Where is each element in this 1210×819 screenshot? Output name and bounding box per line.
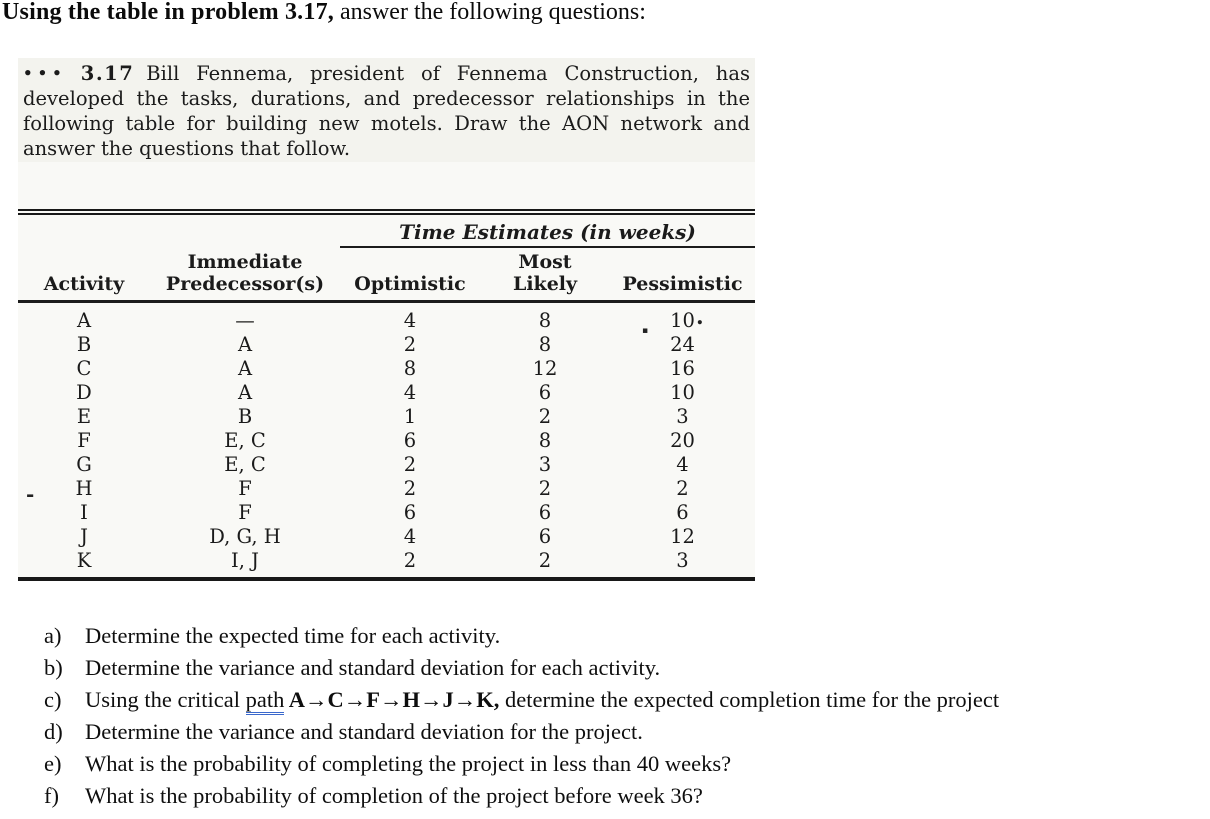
- cell-optimistic: 4: [403, 525, 417, 548]
- cell-most-likely: 6: [538, 525, 552, 548]
- scanned-problem-region: [18, 58, 755, 579]
- cell-optimistic: 6: [403, 429, 417, 452]
- question-text: Determine the variance and standard deviation for each activity.: [85, 655, 661, 680]
- scan-speck-square: ▪: [642, 326, 649, 336]
- cell-pessimistic: 3: [676, 405, 689, 428]
- difficulty-dots: •••: [23, 64, 67, 82]
- scan-speck-dash: -: [26, 482, 35, 506]
- table-row: [18, 357, 755, 381]
- question-a: [44, 620, 999, 652]
- page-title-rest: answer the following questions:: [339, 0, 646, 25]
- col-header-predecessors: Immediate Predecessor(s): [150, 247, 340, 302]
- cell-optimistic: 2: [403, 477, 417, 500]
- cell-activity: H: [75, 477, 93, 500]
- cell-predecessor: E, C: [224, 429, 266, 452]
- cell-predecessor: D, G, H: [209, 525, 281, 548]
- cell-activity: K: [76, 549, 92, 572]
- cell-activity: J: [80, 525, 88, 548]
- cell-predecessor: A: [237, 357, 253, 380]
- cell-optimistic: 2: [403, 333, 417, 356]
- cell-pessimistic: 2: [676, 477, 689, 500]
- cell-activity: D: [76, 381, 92, 404]
- cell-optimistic: 8: [403, 357, 417, 380]
- page-title: [2, 0, 646, 27]
- problem-number: 3.17: [80, 62, 135, 85]
- cell-pessimistic: 4: [676, 453, 689, 476]
- cell-most-likely: 8: [538, 429, 552, 452]
- question-label: a): [44, 623, 62, 648]
- cell-activity: E: [76, 405, 92, 428]
- cell-predecessor: F: [238, 477, 252, 500]
- cell-optimistic: 4: [403, 381, 417, 404]
- cell-pessimistic: 16: [670, 357, 695, 380]
- cell-most-likely: 6: [538, 501, 552, 524]
- table-row: [18, 525, 755, 549]
- cell-activity: A: [76, 309, 92, 332]
- table-row: [18, 333, 755, 357]
- cell-pessimistic: 10: [670, 381, 695, 404]
- question-label: d): [44, 719, 63, 744]
- cell-activity: G: [76, 453, 92, 476]
- cell-pessimistic: 6: [676, 501, 689, 524]
- table-row: [18, 405, 755, 429]
- cell-most-likely: 3: [538, 453, 552, 476]
- table-row: [18, 549, 755, 579]
- cell-optimistic: 2: [403, 453, 417, 476]
- time-estimates-table: [18, 209, 755, 581]
- question-text: Determine the variance and standard deviation for the project.: [85, 719, 643, 744]
- table-row: [18, 453, 755, 477]
- question-c-post: determine the expected completion time for the project: [499, 687, 1000, 712]
- cell-predecessor: B: [237, 405, 253, 428]
- cell-pessimistic: 10: [670, 309, 695, 332]
- cell-most-likely: 2: [538, 477, 552, 500]
- cell-most-likely: 8: [538, 309, 552, 332]
- cell-activity: I: [80, 501, 88, 524]
- cell-activity: C: [76, 357, 92, 380]
- question-c-underlined-word: path: [246, 687, 285, 715]
- cell-activity: F: [77, 429, 91, 452]
- question-label: e): [44, 751, 62, 776]
- table-row: [18, 429, 755, 453]
- col-header-optimistic: Optimistic: [340, 247, 480, 302]
- cell-most-likely: 2: [538, 405, 552, 428]
- page-title-bold: Using the table in problem 3.17,: [2, 0, 334, 25]
- question-label: b): [44, 655, 63, 680]
- cell-predecessor: A: [237, 381, 253, 404]
- col-header-pessimistic: Pessimistic: [610, 247, 755, 302]
- question-text: What is the probability of completing the project in less than 40 weeks?: [85, 751, 732, 776]
- question-e: [44, 748, 999, 780]
- table-row: [18, 477, 755, 501]
- cell-pessimistic: 20: [670, 429, 695, 452]
- cell-most-likely: 2: [538, 549, 552, 572]
- col-header-activity: Activity: [18, 247, 150, 302]
- cell-predecessor: E, C: [224, 453, 266, 476]
- cell-most-likely: 12: [532, 357, 558, 380]
- cell-pessimistic: 24: [670, 333, 695, 356]
- cell-most-likely: 8: [538, 333, 552, 356]
- scan-speck-dot: .: [696, 304, 704, 330]
- cell-predecessor: I, J: [231, 549, 259, 572]
- spanner-time-estimates: Time Estimates (in weeks): [340, 212, 755, 247]
- cell-predecessor: F: [238, 501, 252, 524]
- cell-pessimistic: 3: [676, 549, 689, 572]
- question-text: Determine the expected time for each activity.: [85, 623, 501, 648]
- question-list: [44, 620, 999, 812]
- question-label: f): [44, 783, 59, 808]
- cell-optimistic: 6: [403, 501, 417, 524]
- table-row: [18, 501, 755, 525]
- table-row: [18, 381, 755, 405]
- cell-optimistic: 4: [403, 309, 417, 332]
- question-b: [44, 652, 999, 684]
- spanner-row: [18, 212, 755, 247]
- cell-activity: B: [76, 333, 92, 356]
- question-c: [44, 684, 999, 716]
- cell-optimistic: 2: [403, 549, 417, 572]
- cell-predecessor: A: [237, 333, 253, 356]
- critical-path-sequence: A→C→F→H→J→K,: [284, 687, 500, 712]
- cell-optimistic: 1: [403, 405, 417, 428]
- question-text: What is the probability of completion of the project before week 36?: [85, 783, 703, 808]
- cell-pessimistic: 12: [670, 525, 695, 548]
- question-d: [44, 716, 999, 748]
- question-c-pre: Using the critical: [85, 687, 246, 712]
- question-f: [44, 780, 999, 812]
- problem-text: Bill Fennema, president of Fennema Construction, has developed the tasks, durations, and predecessor relationships in the following table for building new motels. Draw the AON network and answer the questions that follow.: [23, 62, 750, 160]
- problem-statement: [18, 58, 755, 162]
- question-label: c): [44, 687, 62, 712]
- column-header-row: [18, 247, 755, 302]
- question-text: [85, 684, 999, 716]
- cell-most-likely: 6: [538, 381, 552, 404]
- cell-predecessor: —: [235, 309, 255, 332]
- col-header-most-likely: Most Likely: [480, 247, 610, 302]
